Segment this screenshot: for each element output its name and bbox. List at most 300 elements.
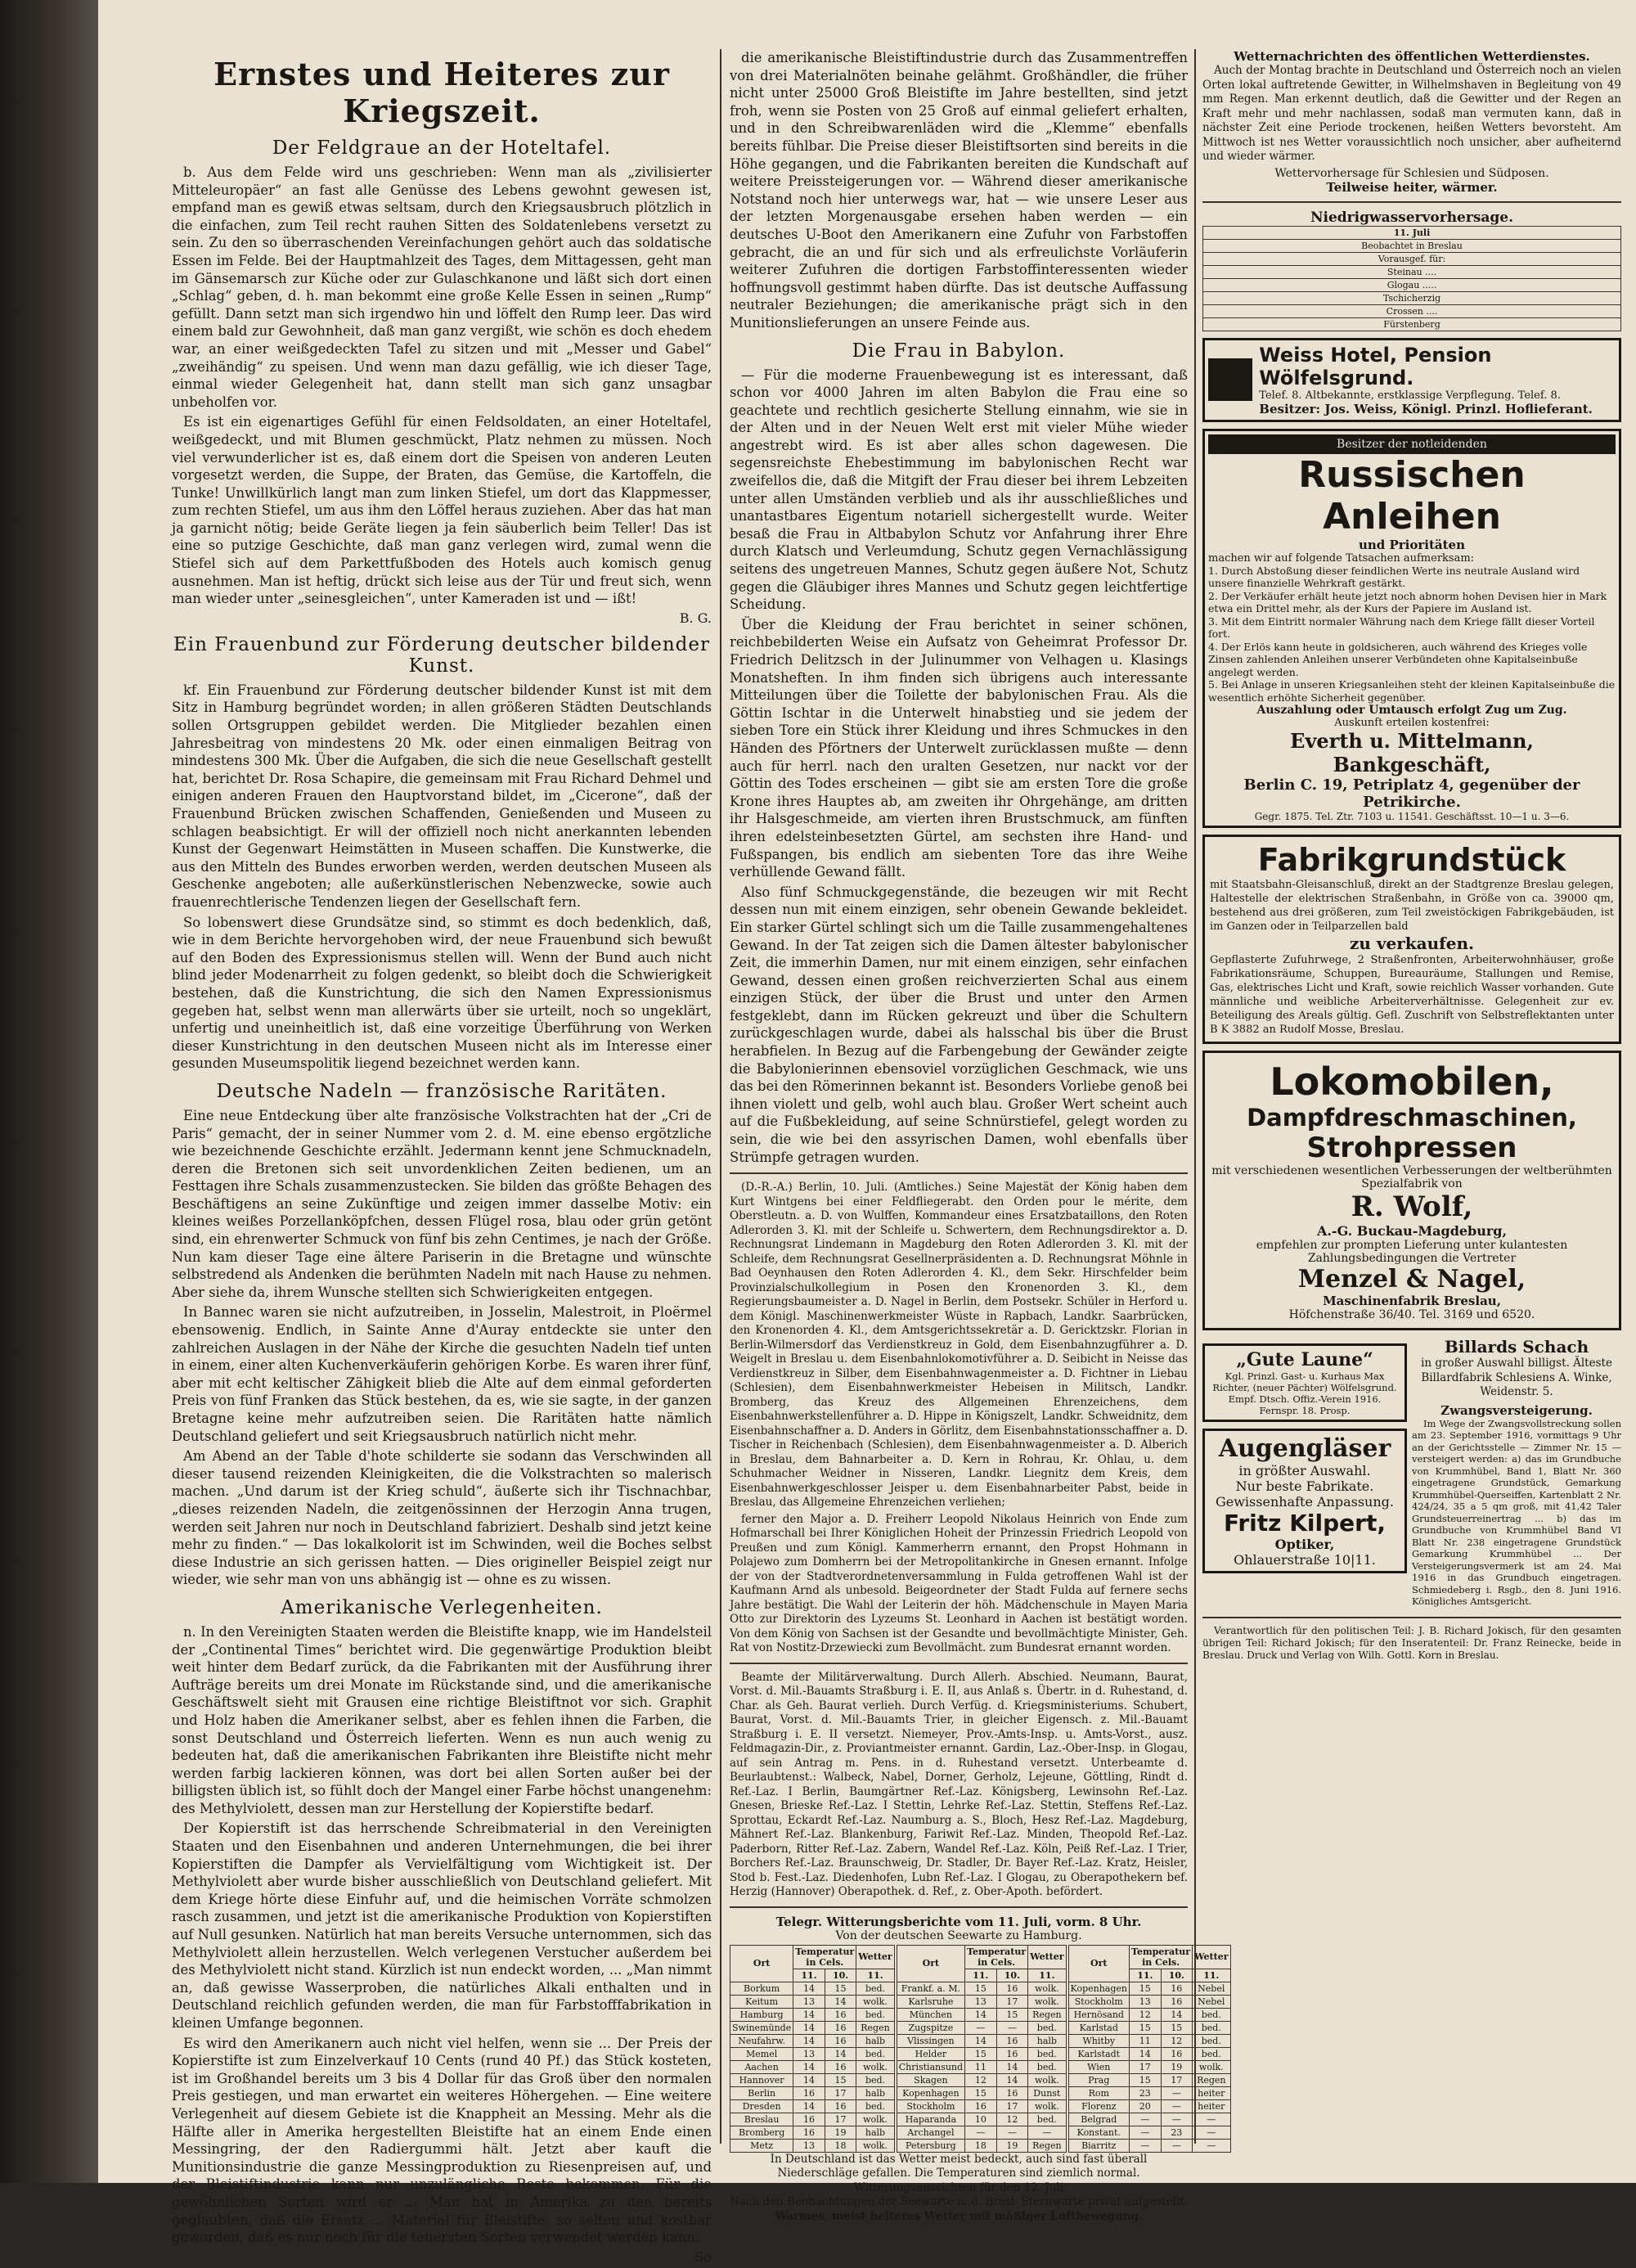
article-paragraph: In Bannec waren sie nicht aufzutreiben, in Josselin, Malestroit, in Ploërmel ebensowenig. Endlich, in Sainte Anne d'Auray entdeckte sie unter den zahlreichen Auslagen in der Nähe der Kirche die gesuchten Nadeln tief unten in einem, einer alten Kuchenverkäuferin gehörigen Korbe. Es waren ihrer fünf, aber mit echt keltischer Zähigkeit blieb die Alte auf dem einmal geforderten Preis von fünf Franken das Stück bestehen, da es, wie sie sagte, in der ganzen Bretagne keine mehr aufzutreiben seien. Die Raritäten hatte nämlich Deutschland geliefert und seit Kriegsausbruch natürlich nicht mehr. [172,1304,712,1444]
weather-row [897,2034,1066,2047]
article-paragraph: Es ist ein eigenartiges Gefühl für einen Feldsoldaten, an einer Hoteltafel, weißgedeckt, und mit Blumen geschmückt, Platz nehmen zu müssen. Noch viel verwunderlicher ist es, daß einem dort die Speisen von anderen Leuten vorgesetzt werden, die Suppe, der Braten, das Gemüse, die Kartoffeln, die Tunke! Unwillkürlich langt man zum linken Stiefel, um dort das Klappmesser, zum rechten Stiefel, um aus ihm den Löffel heraus zuziehen. Aber das hat man ja garnicht nötig; beide Geräte liegen ja fein säuberlich beim Teller! Das ist eine so putzige Geschichte, daß man ganz verlegen wird, zumal wenn die Stiefel sich auf dem Parkettfußboden des Hotels auch komisch genug ausnehmen. Man ist heftig, drückt sich leise aus der Tür und freut sich, wenn man wieder unter „seinesgleichen“, unter Kameraden ist und — ißt! [172,414,712,607]
weather-note: Nach den Beobachtungen der Seewarte u. d. Bresl. Sternwarte privat aufgestellt. [730,2195,1188,2209]
weather-row [730,2099,895,2113]
weather-cell: halb [856,2034,894,2047]
weather-cell: Metz [730,2139,793,2152]
weather-cell: — [1193,2113,1230,2126]
weather-subheader: 11. [1130,1969,1162,1982]
weather-row [897,2073,1066,2086]
weather-cell: Stockholm [897,2099,964,2113]
weather-note: Witterungsaussichten für den 12. Juli [853,2180,1064,2194]
machinery-ad-dealer-address: Höfchenstraße 36/40. Tel. 3169 und 6520. [1288,1308,1535,1321]
weather-row [1068,2139,1230,2152]
weather-row [730,2047,895,2060]
weather-forecast: Teilweise heiter, wärmer. [1326,179,1498,195]
weather-header: Ort [730,1945,793,1982]
column-middle [730,49,1229,2224]
column-left [172,49,712,2268]
weather-cell: 20 [1130,2099,1162,2113]
weather-row [730,2139,895,2152]
property-ad-title: Fabrikgrundstück [1257,842,1566,878]
weather-cell: 17 [1161,2073,1193,2086]
machinery-ad-maker: R. Wolf, [1351,1190,1473,1223]
weather-row [1068,2086,1230,2099]
machinery-ad-title: Dampfdreschmaschinen, [1247,1104,1577,1132]
bank-ad-title: Russischen Anleihen [1298,453,1526,538]
weather-subheader: 10. [1161,1969,1193,1982]
weather-cell: — [996,2126,1028,2139]
weather-cell: Hannover [730,2073,793,2086]
water-level-place: Steinau .... [1203,265,1621,278]
weather-cell: 16 [825,2099,856,2113]
weather-cell: 19 [825,2126,856,2139]
bottom-ads-left [1202,1337,1407,1610]
weather-cell: bed. [856,1982,894,1995]
billiards-ad-text: in großer Auswahl billigst. Älteste Billardfabrik Schlesiens A. Winke, Weidenstr. 5. [1421,1357,1612,1398]
article-heading: Amerikanische Verlegenheiten. [281,1596,603,1618]
imprint: Verantwortlich für den politischen Teil: J. B. Richard Jokisch, für den gesamten übrigen Teil: Richard Jokisch; für den Inseratenteil: Dr. Franz Reinecke, beide in Breslau. Druck und Verlag von Wilh. Gottl. Korn in Breslau. [1202,1624,1621,1661]
weather-cell: Karlsruhe [897,1995,964,2008]
weather-cell: — [965,2021,997,2034]
weather-header: Temperatur in Cels. [1130,1945,1193,1969]
article-signature: B. G. [679,610,712,626]
weather-cell: 18 [965,2139,997,2152]
weather-cell: Dunst [1028,2086,1066,2099]
weather-row [1068,2060,1230,2073]
bank-ad-address: Berlin C. 19, Petriplatz 4, gegenüber der Petrikirche. [1243,776,1580,811]
weather-row [897,2139,1066,2152]
weather-cell: Archangel [897,2126,964,2139]
weather-cell: 13 [965,1995,997,2008]
weather-cell: bed. [856,2099,894,2113]
weather-row [730,2021,895,2034]
bank-ad-name: Everth u. Mittelmann, Bankgeschäft, [1290,729,1534,776]
optician-ad-text: Gewissenhafte Anpassung. [1215,1494,1394,1510]
inn-ad-title: „Gute Laune“ [1236,1349,1373,1370]
military-notice: Beamte der Militärverwaltung. Durch Allerh. Abschied. Neumann, Baurat, Vorst. d. Mil.-Bauamts Straßburg i. E. II, aus Anlaß s. Übertr. in d. Ruhestand, d. Char. als Geh. Baurat verlieh. Durch Verfüg. d. Kriegsministeriums. Schubert, Baurat, Vorst. d. Mil.-Bauamts Trier, in gleicher Eigensch. z. Mil.-Bauamt Straßburg i. E. II versetzt. Niemeyer, Prov.-Amts-Insp. u. Amts-Vorst., ausz. Feldmagazin-Dir., z. Proviantmeister ernannt. Gardin, Laz.-Ober-Insp. in Glogau, auf sein Antrag m. Pens. in d. Ruhestand versetzt. Unterbeamte d. Beurlaubtenst.: Walbeck, Nabel, Dorner, Gerholz, Lejeune, Göttling, Rindt d. Ref.-Laz. I Berlin, Baumgärtner Ref.-Laz. Königsberg, Lewinsohn Ref.-Laz. Gnesen, Brieske Ref.-Laz. I Stettin, Lehrke Ref.-Laz. Stettin, Steffens Ref.-Laz. Sprottau, Eckardt Ref.-Laz. Naumburg a. S., Bloch, Hesz Ref.-Laz. Magdeburg, Mähnert Ref.-Laz. Blankenburg, Fariwit Ref.-Laz. Minden, Theopold Ref.-Laz. Paderborn, Ritter Ref.-Laz. Zabern, Wandel Ref.-Laz. Köln, Peiß Ref.-Laz. I Trier, Borchers Ref.-Laz. Braunschweig, Dr. Stadler, Dr. Bayer Ref.-Laz. Kratz, Heisler, Stod b. Fest.-Laz. Diedenhofen, Lubn Ref.-Laz. I Glogau, zu Oberapothekern bef. Herzig (Hannover) Oberapothek. d. Ref., z. Ober-Apoth. befördert. [730,1670,1188,1899]
property-ad-text: Gepflasterte Zufuhrwege, 2 Straßenfronten, Arbeiterwohnhäuser, große Fabrikationsräume, Schuppen, Bureauräume, Stallungen und Remise, Gas, elektrisches Licht und Kraft, sowie reichlich Wasser vorhanden. Gute männliche und weibliche Arbeiterverhältnisse. Gelegenheit zur ev. Beteiligung des Areals gültig. Gefl. Zuschrift von Selbstreflektanten unter B K 3882 an Rudolf Mosse, Breslau. [1210,954,1614,1036]
weather-cell: 14 [1130,2047,1162,2060]
weather-row [897,2099,1066,2113]
weather-row [897,2060,1066,2073]
bank-ad-footer: Gegr. 1875. Tel. Ztr. 7103 u. 11541. Geschäftsst. 10—1 u. 3—6. [1254,811,1570,822]
weather-cell: wolk. [1028,2073,1066,2086]
weather-cell: wolk. [856,2060,894,2073]
weather-row [730,1982,895,1995]
weather-cell: Swinemünde [730,2021,793,2034]
weather-cell: 16 [825,2060,856,2073]
weather-row [897,2008,1066,2021]
weather-row [1068,1982,1230,1995]
weather-row [1068,2008,1230,2021]
weather-cell: Haparanda [897,2113,964,2126]
weather-row [1068,2113,1230,2126]
article-paragraph: Der Kopierstift ist das herrschende Schreibmaterial in den Vereinigten Staaten und den Eisenbahnen und anderen Unternehmungen, die bei ihrer Kopierstiften die Dampfer als Vervielfältigung vom Wichtigkeit ist. Der Methylviolett aber wurde bisher ausschließlich von Deutschland geliefert. Mit dem Kriege hörte diese Einfuhr auf, und die heimischen Vorräte schmolzen rasch zusammen, und jetzt ist die amerikanische Produktion von Kopierstiften auf Null gesunken. Natürlich hat man bereits Versuche unternommen, sich das Methylviolett allein herzustellen. Welch verlegenen Verstucher außerdem bei des Methylviolett nicht stand. Kürzlich ist nun endeckt worden, ... „Man nimmt an, daß gewisse Wasserproben, die natürliches Alkali enthalten und in Deutschland reichlich gefunden werden, die man für Farbstofffabrikation in kleinen Umfange begonnen. [172,1820,712,2031]
weather-cell: 16 [1161,2047,1193,2060]
weather-cell: Bromberg [730,2126,793,2139]
bank-ad-point: 3. Mit dem Eintritt normaler Währung nach dem Kriege fällt dieser Vorteil fort. [1208,614,1595,640]
weather-header: Ort [897,1945,964,1982]
weather-cell: wolk. [1028,2099,1066,2113]
water-level-row-label: Beobachtet in Breslau [1203,239,1621,252]
weather-cell: 23 [1130,2086,1162,2099]
billiards-ad-title: Billards Schach [1444,1337,1589,1357]
optician-ad-address: Ohlauerstraße 10|11. [1234,1552,1376,1568]
article-paragraph: Also fünf Schmuckgegenstände, die bezeugen wir mit Recht dessen nun mit einem einzigen, sehr obenein Gewande bekleidet. Ein starker Gürtel schlingt sich um die Taille zusammengehaltenes Gewand. In der Tat zeigen sich die Damen ältester babylonischer Zeit, die immerhin Damen, nur mit einem einzigen, sehr einfachen Gewand, dessen einen großen reichverzierten Schal aus einem einzigen Stück, der über die Brust und unter den Armen festgeklebt, dann im Rücken gekreuzt und über die Schultern zurückgeschlagen wurde, dabei als halsschal bis über die Brust herabfielen. In Bezug auf die Farbengebung der Gewänder zeigte die Babylonierinnen ebensoviel vorzüglichen Geschmack, wie uns das bei den Römerinnen bekannt ist. Besonders Vorliebe genoß bei ihnen violett und gelb, wohl auch blau. Großer Wert scheint auch auf die Fußbekleidung, auf seine Schnürstiefel, gelegt worden zu sein, die wie bei den assyrischen Damen, wohl ebenfalls über Strümpfe getragen wurden. [730,884,1188,1165]
weather-cell: 19 [996,2139,1028,2152]
section-divider [1202,201,1621,203]
weather-header: Ort [1068,1945,1129,1982]
weather-row [730,2073,895,2086]
weather-cell: München [897,2008,964,2021]
weather-cell: 12 [965,2073,997,2086]
weather-cell: bed. [1028,2047,1066,2060]
weather-cell: Breslau [730,2113,793,2126]
weather-cell: 15 [965,1982,997,1995]
weather-cell: wolk. [856,1995,894,2008]
machinery-ad-text: empfehlen zur prompten Lieferung unter kulantesten Zahlungsbedingungen die Vertreter [1256,1239,1568,1265]
weather-cell: Helder [897,2047,964,2060]
weather-row [897,2021,1066,2034]
weather-cell: heiter [1193,2086,1230,2099]
weather-cell: Whitby [1068,2034,1129,2047]
weather-subheader: 11. [965,1969,997,1982]
weather-cell: Hamburg [730,2008,793,2021]
weather-cell: Berlin [730,2086,793,2099]
optician-ad-text: in größter Auswahl. [1238,1463,1371,1478]
weather-cell: 17 [1130,2060,1162,2073]
weather-cell: 16 [793,2126,825,2139]
weather-cell: wolk. [1028,1995,1066,2008]
weather-cell: 17 [996,1995,1028,2008]
weather-cell: 23 [1161,2126,1193,2139]
weather-row [730,2060,895,2073]
weather-cell: wolk. [1028,1982,1066,1995]
weather-cell: 13 [793,2047,825,2060]
weather-cell: halb [856,2086,894,2099]
weather-cell: halb [1028,2034,1066,2047]
weather-row [730,2086,895,2099]
weather-cell: wolk. [856,2139,894,2152]
bank-ad-point: 4. Der Erlös kann heute in goldsicheren, auch während des Krieges volle Zinsen zahlenden Anleihen unserer Verbündeten ohne Kapitalseinbuße angelegt werden. [1208,640,1588,678]
weather-row [897,1995,1066,2008]
bank-ad-points [1208,565,1616,704]
weather-cell: Neufahrw. [730,2034,793,2047]
weather-subheader: 10. [996,1969,1028,1982]
column-rule [720,49,721,2144]
weather-cell: 14 [793,2034,825,2047]
bank-ad-top: Besitzer der notleidenden [1208,434,1616,454]
weather-news-text: Auch der Montag brachte in Deutschland und Österreich noch an vielen Orten lokal auftretende Gewitter, in Wilhelmshaven in Begleitung von 49 mm Regen. Man erkennt deutlich, daß die Gewitter und der Regen an Kraft mehr und mehr nachlassen, sodaß man vermuten kann, daß in nächster Zeit eine Periode trockenen, heißen Wetters bevorsteht. Am Mittwoch ist nes Wetter voraussichtlich noch unsicher, aber aufheiternd und wieder wärmer. [1202,64,1621,163]
weather-row [730,2008,895,2021]
auction-heading: Zwangsversteigerung. [1440,1402,1593,1418]
weather-subheader: 11. [793,1969,825,1982]
article-paragraph: die amerikanische Bleistiftindustrie durch das Zusammentreffen von drei Materialnöten beinahe gelähmt. Großhändler, die früher nicht unter 25000 Groß Bleistifte im Jahre bestellten, sind jetzt froh, wenn sie Posten von 25 Groß auf einmal geliefert erhalten, und in den Schreibwarenläden wird die „Klemme“ ebenfalls bereits fühlbar. Die Preise dieser Bleistiftsorten sind bereits in die Höhe gegangen, und die Fabrikanten bereiten die Kundschaft auf weitere Preissteigerungen vor. — Während dieser amerikanische Notstand noch hier unterwegs war, hat — wie unsere Leser aus der letzten Morgenausgabe ersehen haben werden — ein deutsches U-Boot den Amerikanern eine Zufuhr von Farbstoffen gebracht, die an und für sich und als erfreulichste Vorläuferin weiterer Zufuhren die dortigen Farbstoffinteressenten wieder hoffnungsvoll gestimmt haben dürfte. Das ist deutsche Auffassung neutraler Beziehungen; die amerikanische prägt sich in den Munitionslieferungen an unsere Feinde aus. [730,50,1188,331]
weather-cell: — [1193,2139,1230,2152]
article-paragraph: Am Abend an der Table d'hote schilderte sie sodann das Verschwinden all dieser tausend reizenden Kleinigkeiten, die die Volkstrachten so malerisch machen. „Und darum ist der Krieg schuld“, äußerte sich ihr Tischnachbar, „dieses reizenden Nadeln, die zeitgenössinnen der Herzogin Anna trugen, werden seit Jahren nur noch in Deutschland fabriziert. Deshalb sind jetzt keine mehr zu finden.“ — Das lokalkolorit ist im Schwinden, weil die Boches selbst diese Industrie an sich gerissen hatten. — Dies origineller Beispiel zeigt nur wieder, wie sehr man von uns abhängig ist — ohne es zu wissen. [172,1448,712,1588]
article-signature: So [694,2248,712,2265]
hotel-owner: Besitzer: Jos. Weiss, Königl. Prinzl. Hoflieferant. [1259,401,1593,416]
weather-cell: 15 [1130,1982,1162,1995]
article-paragraph: Es wird den Amerikanern auch nicht viel helfen, wenn sie ... Der Preis der Kopierstifte ist zum Einzelverkauf 10 Cents (rund 40 Pf.) das Stück kosteten, ist im Großhandel bereits um 3 bis 4 Dollar für das Groß über den normalen Preis gestiegen, und man erwartet ein weiteres Höhergehen. — Eine weitere Verlegenheit auf diesem Gebiete ist die Knappheit an Messing. Mehr als die Hälfte aller in Amerika hergestellten Bleistifte hat an einem Ende einen Messingring, der den Radiergummi hält. Jetzt aber kauft die Munitionsindustrie die ganze Messingproduktion zu Riesenpreisen auf, und der Bleistiftindustrie kann nur unzulängliche Reste bekommen. Für die gewöhnlichen Sorten wird er ... Man hat in Amerika zu den bereits geglaubten, daß die Ersatz ... Material für Bleistifte, so selten und kostbar geworden, daß es nur noch für die teuersten Sorten verwendet werden kann. [172,2035,712,2246]
weather-cell: 15 [1161,2021,1193,2034]
weather-cell: — [1161,2099,1193,2113]
weather-cell: bed. [1028,2021,1066,2034]
weather-cell: 17 [825,2086,856,2099]
weather-cell: Regen [856,2021,894,2034]
weather-row [897,1982,1066,1995]
water-level-place: Vorausgef. für: [1203,252,1621,265]
page-title: Ernstes und Heiteres zur Kriegszeit. [213,56,670,129]
weather-cell: 16 [965,2099,997,2113]
machinery-ad-dealer-type: Maschinenfabrik Breslau, [1323,1294,1501,1308]
water-level-table [1202,226,1621,331]
weather-cell: wolk. [1193,2060,1230,2073]
weather-cell: Regen [1028,2139,1066,2152]
machinery-ad-title: Strohpressen [1306,1132,1517,1164]
weather-cell: Karlstadt [1068,2047,1129,2060]
bank-ad-point: 2. Der Verkäufer erhält heute jetzt noch abnorm hohen Devisen hier in Mark etwa ein Drittel mehr, als der Kurs der Papiere im Ausland ist. [1208,589,1607,614]
property-ad-sell: zu verkaufen. [1350,934,1474,953]
weather-row [1068,2021,1230,2034]
weather-cell: 13 [793,2139,825,2152]
section-divider [730,1663,1188,1664]
weather-cell: 15 [965,2047,997,2060]
weather-cell: 14 [793,2008,825,2021]
weather-row [1068,2073,1230,2086]
weather-cell: Florenz [1068,2099,1129,2113]
weather-news-heading: Wetternachrichten des öffentlichen Wetterdienstes. [1234,49,1590,64]
water-level-place: Fürstenberg [1203,317,1621,331]
section-divider [1202,1617,1621,1618]
article-paragraph: n. In den Vereinigten Staaten werden die Bleistifte knapp, wie im Handelsteil der „Continental Times“ berichtet wird. Die gegenwärtige Produktion bleibt weit hinter dem Bedarf zurück, da die Fabrikanten mit der Ausführung ihrer Aufträge bereits um drei Monate im Rückstande sind, und die amerikanische Geschäftswelt sieht mit Grausen eine richtige Bleistiftnot vor sich. Graphit und Holz haben die Amerikaner selbst, aber es fehlen ihnen die Farben, die sonst Deutschland und Österreich lieferten. Wenn es nun auch wenig zu bedeuten hat, daß die amerikanischen Fabrikanten ihre Bleistifte nicht mehr werden farbig lackieren können, was dort bei allen Sorten außer bei der billigsten üblich ist, so fühlt doch der Mangel einer Farbe höchst unangenehm: des Methylviolett, dessen man zur Herstellung der Kopierstifte bedarf. [172,1623,712,1816]
weather-cell: 17 [825,2113,856,2126]
weather-row [1068,1995,1230,2008]
weather-cell: 15 [996,2008,1028,2021]
weather-cell: Belgrad [1068,2113,1129,2126]
weather-cell: 17 [996,2099,1028,2113]
weather-cell: 16 [996,2047,1028,2060]
weather-row [730,2113,895,2126]
weather-cell: Dresden [730,2099,793,2113]
weather-cell: Christiansund [897,2060,964,2073]
bank-ad-info: Auskunft erteilen kostenfrei: [1334,717,1490,729]
weather-row [730,1995,895,2008]
weather-cell: 11 [965,2060,997,2073]
weather-report-title: Telegr. Witterungsberichte vom 11. Juli, vorm. 8 Uhr. [775,1914,1142,1929]
weather-cell: 16 [825,2034,856,2047]
article-paragraph: b. Aus dem Felde wird uns geschrieben: Wenn man als „zivilisierter Mitteleuropäer“ an fast alle Genüsse des Lebens gewohnt gewesen ist, empfand man es gewiß etwas seltsam, durch den Kriegsausbruch plötzlich in die einfachen, zum Teil recht rauhen Sitten des Soldatenlebens versetzt zu sein. Zu den so überraschenden Vereinfachungen gehört auch das soldatische Essen im Felde. Bei der Hauptmahlzeit des Tages, dem Mittagessen, geht man im Gänsemarsch zur Küche oder zur Gulaschkanone und läßt sich dort einen „Schlag“ geben, d. h. man bekommt eine große Kelle Essen in seinen „Rump“ gefüllt. Dann setzt man sich irgendwo hin und löffelt den Rump leer. Das wird einem bald zur Gewohnheit, daß man ganz vergißt, wie schön es doch ehedem war, an einer weißgedeckten Tafel zu sitzen und mit „Messer und Gabel“ „zweihändig“ zu speisen. Und wenn man dazu gefällig, wie ich dieser Tage, einmal wieder Gelegenheit hat, dann stellt man sich ganz unsagbar unbeholfen vor. [172,164,712,410]
weather-cell: Biarritz [1068,2139,1129,2152]
weather-cell: Nebel [1193,1982,1230,1995]
bank-ad-payment: Auszahlung oder Umtausch erfolgt Zug um Zug. [1256,704,1567,717]
weather-report [730,1914,1229,2225]
weather-cell: 14 [793,1982,825,1995]
article-paragraph: Eine neue Entdeckung über alte französische Volkstrachten hat der „Cri de Paris“ gemacht, der in seiner Nummer vom 2. d. M. eine ebenso ergötzliche wie bezeichnende Geschichte erzählt. Jedermann kennt jene Schmucknadeln, deren die Bretonen sich seit unvordenklichen Zeiten bedienen, um an Festtagen ihre Schals zusammenzustecken. Sie bilden das größte Behagen des Beschäftigens an seine Zukünftige und zeigen immer dasselbe Motiv: ein kleines weißes Porzellanköpfchen, dessen Flügel rosa, blau oder grün getönt sind, ein ehrenwerter Schmuck von fünf bis zehn Centimes, je nach der Größe. Nun kam dieser Tage eine ältere Pariserin in die Bretagne und wünschte selbstredend als Andenken die berühmten Nadeln mit nach Hause zu nehmen. Aber siehe da, ihrem Wunsche stellten sich Schwierigkeiten entgegen. [172,1107,712,1300]
weather-cell: 15 [825,1982,856,1995]
inn-ad-text: Kgl. Prinzl. Gast- u. Kurhaus Max Richter, (neuer Pächter) Wölfelsgrund. Empf. Dtsch. Offiz.-Verein 1916. Fernspr. 18. Prosp. [1212,1370,1397,1416]
article-heading: Der Feldgraue an der Hoteltafel. [272,137,612,159]
weather-cell: — [1161,2113,1193,2126]
weather-cell: 12 [1161,2034,1193,2047]
weather-cell: 16 [996,1982,1028,1995]
weather-cell: 16 [996,2034,1028,2047]
water-level-heading: Niedrigwasservorhersage. [1310,209,1514,226]
weather-cell: Memel [730,2047,793,2060]
weather-cell: bed. [856,2073,894,2086]
weather-subheader: 10. [825,1969,856,1982]
weather-cell: Kopenhagen [1068,1982,1129,1995]
property-ad [1202,835,1621,1044]
weather-cell: 16 [996,2086,1028,2099]
optician-ad [1202,1429,1407,1573]
weather-cell: 14 [965,2034,997,2047]
weather-subheader: 11. [1193,1969,1230,1982]
article-paragraph: kf. Ein Frauenbund zur Förderung deutscher bildender Kunst ist mit dem Sitz in Hamburg begründet worden; in allen größeren Städten Deutschlands sollen Ortsgruppen gebildet werden. Die Mitglieder bezahlen einen Jahresbeitrag von mindestens 20 Mk. oder einen einmaligen Beitrag von mindestens 300 Mk. Über die Aufgaben, die sich die neue Gesellschaft gestellt hat, berichtet Dr. Rosa Schapire, die gemeinsam mit Frau Richard Dehmel und einigen anderen Frauen den Hauptvorstand bildet, im „Cicerone“, daß der Frauenbund Brücken zwischen Schaffenden, Genießenden und Museen zu schlagen beabsichtigt. Er will der offiziell noch nicht anerkannten lebenden Kunst der Gegenwart Heimstätten in Museen schaffen. Die Kunstwerke, die aus den Mitteln des Bundes erworben werden, werden deutschen Museen als Geschenke angeboten; alle außerkünstlerischen Nebenzwecke, sowie auch frauenrechtlerische Tendenzen liegen der Gesellschaft fern. [172,682,712,910]
weather-cell: Kopenhagen [897,2086,964,2099]
article-heading: Die Frau in Babylon. [852,340,1066,362]
weather-row [897,2086,1066,2099]
weather-cell: 14 [793,2060,825,2073]
weather-row [730,2034,895,2047]
weather-cell: 15 [825,2073,856,2086]
inn-ad [1202,1343,1407,1422]
hotel-text: Telef. 8. Altbekannte, erstklassige Verpflegung. Telef. 8. [1259,389,1561,402]
weather-forecast: Wettervorhersage für Schlesien und Südposen. [1274,166,1549,180]
weather-cell: Nebel [1193,1995,1230,2008]
weather-cell: bed. [856,2008,894,2021]
bank-ad [1202,429,1621,829]
weather-table [897,1945,1067,2153]
bank-ad-point: 5. Bei Anlage in unseren Kriegsanleihen steht der kleinen Kapitalseinbuße die wesentlich erhöhte Sicherheit gegenüber. [1208,678,1616,704]
bottom-ads-right [1412,1337,1621,1610]
machinery-ad-title: Lokomobilen, [1270,1060,1554,1104]
weather-cell: 16 [825,2021,856,2034]
book-binding [0,0,98,2183]
weather-cell: — [1130,2126,1162,2139]
weather-cell: Rom [1068,2086,1129,2099]
weather-cell: Regen [1028,2008,1066,2021]
weather-cell: 15 [965,2086,997,2099]
weather-cell: — [996,2021,1028,2034]
weather-note: In Deutschland ist das Wetter meist bedeckt, auch sind fast überall Niederschläge gefallen. Die Temperaturen sind ziemlich normal. [770,2152,1148,2180]
weather-cell: — [965,2126,997,2139]
weather-cell: Wien [1068,2060,1129,2073]
machinery-ad-text: mit verschiedenen wesentlichen Verbesserungen der weltberühmten Spezialfabrik von [1211,1164,1612,1190]
weather-cell: 13 [793,1995,825,2008]
hotel-building-icon [1208,358,1252,401]
optician-ad-title: Augengläser [1218,1434,1391,1463]
weather-cell: wolk. [856,2113,894,2126]
weather-header: Temperatur in Cels. [965,1945,1028,1969]
weather-cell: — [1161,2086,1193,2099]
weather-cell: 15 [1130,2021,1162,2034]
weather-cell: Stockholm [1068,1995,1129,2008]
newspaper-page [98,0,1636,2265]
weather-cell: Vlissingen [897,2034,964,2047]
official-notice: (D.-R.-A.) Berlin, 10. Juli. (Amtliches.) Seine Majestät der König haben dem Kurt Wintgens bei einer Feldfliegerabt. den Orden pour le mérite, dem Oberstleutn. a. D. von Wulffen, Kommandeur eines Ersatzbataillons, den Roten Adlerorden 3. Kl. mit der Schleife u. Schwertern, dem Rechnungsdirektor a. D. Rechnungsrat Lindemann in Magdeburg den Roten Adlerorden 3. Kl. mit der Schleife, dem Rechnungsrat Gesellnerpräsidenten a. D. Rechnungsrat Möhnle in Bad Oeynhausen den Roten Adlerorden 4. Kl., dem Sekr. Hirschfelder beim Provinzialschulkollegium in Posen den Kronenorden 3. Kl., dem Regierungsbaumeister a. D. Nagel in Berlin, dem Postsekr. Schüler in Herford u. dem Königl. Maschinenwerkmeister Wüste in Rapbach, Landkr. Saarbrücken, den Kronenorden 4. Kl., dem Amtsgerichtssekretär a. D. Gericktzskr. Florian in Berlin-Wilmersdorf das Verdienstkreuz in Gold, dem Eisenbahnzugführer a. D. Weigelt in Breslau u. dem Eisenbahnlokomotivführer a. D. Seibicht in Neisse das Verdienstkreuz in Silber, dem Eisenbahnwagenmeister a. D. Fichtner in Liebau (Schlesien), dem Eisenbahnwerkmeister Hebeisen in Militsch, Landkr. Bromberg, das Kreuz des Allgemeinen Ehrenzeichens, dem Eisenbahnwerkstellenführer a. D. Hippe in Königszelt, Landkr. Schweidnitz, dem Eisenbahnschaffner a. D. Anders in Görlitz, dem Eisenbahnstationsschaffner a. D. Tischer in Reichenbach (Schlesien), dem Eisenbahnwagenmeister a. D. Alberich in Breslau, dem Bahnarbeiter a. D. Kern in Rohrau, Kr. Ohlau, u. dem Schuhmacher Weidner in Nisseren, Landkr. Liegnitz dem Kreis, dem Eisenbahnwerkgeschlosser Jeisper u. dem Eisenbahnarbeiter Pabst, beide in Breslau, das Allgemeine Ehrenzeichen verliehen; [730,1181,1188,1510]
weather-cell: 14 [996,2060,1028,2073]
weather-cell: 16 [793,2113,825,2126]
weather-cell: Petersburg [897,2139,964,2152]
weather-report-subtitle: Von der deutschen Seewarte zu Hamburg. [835,1928,1082,1942]
weather-row [730,2126,895,2139]
weather-row [1068,2126,1230,2139]
weather-header: Wetter [1193,1945,1230,1969]
weather-header: Temperatur in Cels. [793,1945,856,1969]
weather-cell: 16 [1161,1995,1193,2008]
optician-ad-name: Fritz Kilpert, [1224,1510,1386,1537]
weather-cell: — [1130,2139,1162,2152]
water-level-place: Crossen .... [1203,304,1621,317]
section-divider [730,1172,1188,1174]
weather-cell: Regen [1193,2073,1230,2086]
weather-cell: 15 [1130,2073,1162,2086]
weather-cell: 14 [793,2073,825,2086]
optician-ad-text: Nur beste Fabrikate. [1235,1478,1374,1494]
article-paragraph: — Für die moderne Frauenbewegung ist es interessant, daß schon vor 4000 Jahren im alten Babylon die Frau eine so geachtete und rechtlich gesicherte Stellung einnahm, wie sie in der Alten und in der Neuen Welt erst mit vieler Mühe wieder angestrebt wird. Es ist aber alles schon dagewesen. Die segensreichste Ehebestimmung im babylonischen Recht war zweifellos die, daß die Mitgift der Frau dieser bei ihrem Lebzeiten unter allen Umständen verblieb und als ihr ausschließliches und unantastbares Eigentum notariell sichergestellt wurde. Weiter besaß die Frau in Altbabylon Schutz vor Anfahrung ihrer Ehre durch Klatsch und Verleumdung, Schutz gegen Vernachlässigung seitens des ungetreuen Mannes, Schutz gegen äußere Not, Schutz gegen die Gläubiger ihres Mannes und Schutz gegen leichtfertige Scheidung. [730,367,1188,613]
weather-cell: 18 [825,2139,856,2152]
weather-cell: Karlstad [1068,2021,1129,2034]
weather-cell: Hernösand [1068,2008,1129,2021]
weather-cell: 12 [996,2113,1028,2126]
machinery-ad-company: A.-G. Buckau-Magdeburg, [1316,1223,1508,1239]
article-paragraph: Über die Kleidung der Frau berichtet in seiner schönen, reichbebilderten Weise ein Aufsatz von Geheimrat Professor Dr. Friedrich Delitzsch in der Julinummer von Velhagen u. Klasings Monatsheften. In ihm finden sich übrigens auch interessante Mitteilungen über die Toilette der babylonischen Frau. Als die Göttin Ischtar in die Unterwelt hinabstieg und sie jedem der sieben Tore ein Stück ihrer Kleidung und ihres Schmuckes in den Händen des Pförtners der Unterwelt zurücklassen mußte — denn auch für herrl. nach den uralten Gesetzen, nur nackt vor der Göttin des Todes erscheinen — gibt sie am ersten Tore die große Krone ihres Hauptes ab, am zweiten ihr Ohrgehänge, am dritten ihr Halsgeschmeide, am vierten ihren Brustschmuck, am fünften ihren edelsteinbesetzten Gürtel, am sechsten ihre Hand- und Fußspangen, bis endlich am siebenten Tore das ihre Weihe verhüllende Gewand fällt. [730,616,1188,880]
weather-cell: 11 [1130,2034,1162,2047]
hotel-name: Weiss Hotel, Pension Wölfelsgrund. [1259,343,1492,389]
weather-table [1068,1945,1231,2153]
weather-cell: 13 [1130,1995,1162,2008]
weather-row [897,2113,1066,2126]
weather-row [1068,2034,1230,2047]
weather-subheader: 11. [1028,1969,1066,1982]
weather-cell: bed. [1193,2047,1230,2060]
weather-cell: Zugspitze [897,2021,964,2034]
weather-cell: Prag [1068,2073,1129,2086]
weather-cell: Keitum [730,1995,793,2008]
weather-cell: 10 [965,2113,997,2126]
weather-cell: — [1028,2126,1066,2139]
weather-cell: Aachen [730,2060,793,2073]
weather-header: Wetter [1028,1945,1066,1969]
weather-cell: 14 [825,1995,856,2008]
weather-cell: 19 [1161,2060,1193,2073]
weather-cell: 14 [793,2099,825,2113]
weather-cell: bed. [1193,2021,1230,2034]
section-divider [730,1906,1188,1908]
weather-cell: Konstant. [1068,2126,1129,2139]
machinery-ad [1202,1051,1621,1330]
weather-cell: 14 [825,2047,856,2060]
official-notice: ferner den Major a. D. Freiherr Leopold Nikolaus Heinrich von Ende zum Hofmarschall bei Ihrer Königlichen Hoheit der Prinzessin Friedrich Leopold von Preußen und zum Königl. Kammerherrn ernannt, den Propst Hohmann in Polajewo zum Domherrn bei der Metropolitankirche in Gnesen ernannt. Infolge der von der Stadtverordnetenversammlung in Fulda getroffenen Wahl ist der Kaufmann Arnd als unbesold. Beigeordneter der Stadt Fulda auf fernere sechs Jahre bestätigt. Die Wahl der Leiterin der höh. Mädchenschule in Mayen Maria Otto zur Direktorin des Lyzeums St. Leonhard in Aachen ist bestätigt worden. Von dem König von Sachsen ist der Gesandte und bevollmächtigte Minister, Geh. Rat von Nostitz-Drzewiecki zum Bevollmächt. zum Bundesrat ernannt worden. [730,1512,1188,1655]
weather-cell: — [1161,2139,1193,2152]
optician-ad-role: Optiker, [1274,1537,1335,1552]
auction-text: Im Wege der Zwangsvollstreckung sollen am 23. September 1916, vormittags 9 Uhr an der Gerichtsstelle — Zimmer Nr. 15 — versteigert werden: a) das im Grundbuche von Krummhübel, Band 1, Blatt Nr. 360 eingetragene Grundstück, Gemarkung Krummhübel-Querseiffen, Kartenblatt 2 Nr. 424/24, 35 a 5 qm groß, mit 41,42 Taler Grundsteuerreinertrag ... b) das im Grundbuche von Krummhübel Band VI Blatt Nr. 238 eingetragene Grundstück Gemarkung Krummhübel ... Der Versteigerungsvermerk ist am 24. Mai 1916 in das Grundbuch eingetragen. Schmiedeberg i. Rsgb., den 8. Juni 1916. Königliches Amtsgericht. [1412,1417,1621,1607]
weather-cell: 14 [996,2073,1028,2086]
weather-cell: bed. [1193,2034,1230,2047]
weather-cell: bed. [1028,2113,1066,2126]
water-level-place: Tschicherzig [1203,291,1621,304]
water-level-date: 11. Juli [1203,226,1621,239]
weather-cell: 14 [1161,2008,1193,2021]
weather-row [1068,2047,1230,2060]
weather-cell: 16 [1161,1982,1193,1995]
weather-cell: — [1193,2126,1230,2139]
weather-cell: halb [856,2126,894,2139]
machinery-ad-dealer: Menzel & Nagel, [1297,1265,1526,1294]
weather-row [897,2126,1066,2139]
property-ad-text: mit Staatsbahn-Gleisanschluß, direkt an der Stadtgrenze Breslau gelegen, Haltestelle der elektrischen Straßenbahn, in Größe von ca. 39000 qm, bestehend aus drei größeren, zum Teil zweistöckigen Fabrikgebäuden, ist im Ganzen oder in Teilparzellen bald [1210,879,1614,933]
